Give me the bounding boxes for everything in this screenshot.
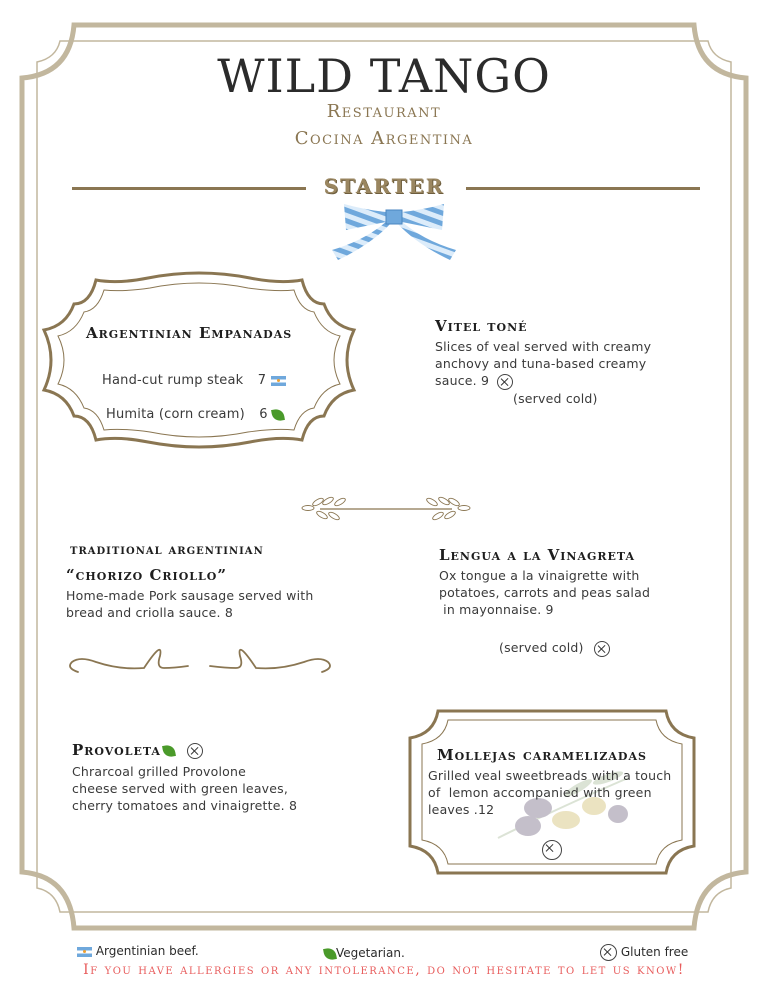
legend-vegetarian-label: Vegetarian. (336, 946, 405, 960)
mollejas-line-2: of lemon accompanied with green (428, 785, 652, 800)
lengua-description (439, 567, 650, 618)
chorizo-line-2: bread and criolla sauce. 8 (66, 605, 234, 620)
vitel-line-1: Slices of veal served with creamy (435, 339, 652, 354)
empanadas-title: Argentinian Empanadas (86, 324, 293, 342)
lengua-line-1: Ox tongue a la vinaigrette with (439, 568, 640, 583)
vitel-tone-description (435, 338, 651, 407)
mollejas-description (428, 767, 671, 818)
chorizo-description (66, 587, 313, 621)
swirl-divider (64, 648, 336, 678)
legend-gluten-free-label: Gluten free (620, 945, 689, 959)
argentine-bow-icon (326, 200, 462, 262)
gluten-free-icon (542, 840, 562, 860)
legend-beef-label: Argentinian beef. (95, 944, 199, 958)
restaurant-subtitle: Restaurant (326, 101, 442, 122)
vitel-served-cold-note: (served cold) (513, 390, 598, 406)
lengua-title: Lengua a la Vinagreta (439, 546, 636, 564)
gluten-free-icon (594, 641, 610, 657)
mollejas-line-1: Grilled veal sweetbreads with a touch (428, 768, 672, 783)
provoleta-title-text: Provoleta (72, 741, 161, 759)
section-title: STARTER (323, 174, 445, 198)
empanadas-item-1 (102, 372, 286, 389)
chorizo-title-line-1: traditional argentinian (70, 542, 264, 558)
legend-vegetarian (324, 946, 405, 960)
leaf-branch-divider (296, 494, 476, 524)
provoleta-line-1: Chrarcoal grilled Provolone (72, 764, 247, 779)
vegetarian-leaf-icon (323, 947, 337, 961)
vitel-line-3: sauce. 9 (435, 373, 490, 388)
mollejas-line-3: leaves .12 (428, 802, 495, 817)
empanadas-item-1-name: Hand-cut rump steak (102, 373, 244, 388)
lengua-served-cold-note (499, 639, 610, 657)
lengua-line-2: potatoes, carrots and peas salad (439, 585, 651, 600)
lengua-note-text: (served cold) (499, 640, 584, 655)
gluten-free-icon (187, 743, 203, 759)
lengua-line-3: in mayonnaise. 9 (439, 602, 554, 617)
argentina-flag-icon (271, 376, 286, 386)
empanadas-item-1-price: 7 (257, 373, 267, 388)
section-rule-right (466, 187, 700, 190)
chorizo-line-1: Home-made Pork sausage served with (66, 588, 314, 603)
vegetarian-leaf-icon (162, 744, 176, 758)
legend-gluten-free (600, 944, 688, 961)
provoleta-description (72, 763, 297, 814)
empanadas-item-2 (106, 406, 284, 423)
vitel-tone-title: Vitel toné (435, 317, 528, 335)
empanadas-item-2-name: Humita (corn cream) (106, 407, 245, 422)
empanadas-item-2-price: 6 (259, 407, 268, 422)
legend-beef (77, 944, 199, 958)
allergy-notice: If you have allergies or any intolerance, do not hesitate to let us know! (83, 962, 685, 978)
provoleta-line-2: cheese served with green leaves, (72, 781, 289, 796)
mollejas-title: Mollejas caramelizadas (437, 746, 647, 764)
vitel-line-2: anchovy and tuna-based creamy (435, 356, 647, 371)
provoleta-title (72, 741, 203, 759)
argentina-flag-icon (77, 947, 92, 957)
gluten-free-icon (600, 944, 617, 961)
chorizo-title-line-2: “chorizo Criollo” (66, 566, 227, 584)
empanadas-ornate-frame (40, 270, 358, 450)
cuisine-tagline: Cocina Argentina (294, 128, 474, 149)
provoleta-line-3: cherry tomatoes and vinaigrette. 8 (72, 798, 298, 813)
restaurant-name: WILD TANGO (217, 49, 551, 103)
vegetarian-leaf-icon (271, 408, 285, 422)
gluten-free-icon (497, 374, 513, 390)
